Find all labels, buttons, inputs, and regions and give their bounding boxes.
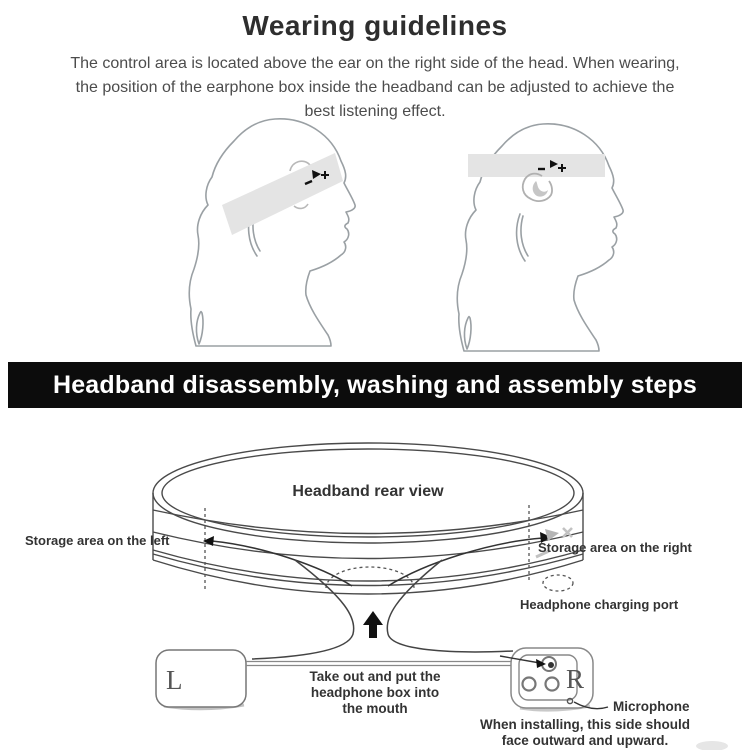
section-banner-text: Headband disassembly, washing and assembly steps	[52, 370, 698, 399]
storage-right-label: Storage area on the right	[538, 540, 692, 555]
diagram-title: Headband rear view	[292, 483, 444, 500]
left-letter: L	[166, 665, 183, 695]
page-title: Wearing guidelines	[242, 10, 508, 41]
headband-tilted	[222, 153, 343, 235]
hair-tip	[196, 312, 203, 345]
smudge	[696, 741, 728, 750]
headband-cylinder	[153, 443, 583, 594]
head-figure-horizontal-band	[428, 118, 660, 360]
connecting-strap	[246, 662, 512, 666]
right-earphone-box	[500, 648, 593, 710]
description-line-3: best listening effect.	[304, 103, 446, 120]
svg-text:headphone box into: headphone box into	[310, 685, 440, 700]
svg-text:Take out and put the: Take out and put the	[309, 669, 441, 684]
hair-tip	[464, 317, 471, 350]
microphone-label: Microphone	[613, 699, 690, 714]
head-figure-tilted-band	[160, 113, 390, 360]
svg-text:the mouth: the mouth	[342, 701, 408, 716]
ear-inner	[533, 181, 548, 197]
hair-wisp	[517, 214, 528, 261]
svg-text:face outward and upward.: face outward and upward.	[501, 733, 669, 748]
take-out-note	[310, 669, 441, 716]
description-line-1: The control area is located above the ear on the right side of the head. When wearing,	[70, 55, 680, 72]
funnel-curves	[252, 560, 513, 659]
charging-pin-top-dot	[548, 662, 554, 668]
left-earphone-box	[156, 650, 246, 709]
right-letter: R	[566, 664, 585, 694]
storage-arrows	[212, 538, 543, 586]
ear-bottom-arc	[294, 204, 308, 208]
description-line-2: the position of the earphone box inside the headband can be adjusted to achieve the	[75, 79, 675, 96]
headband-diagram	[0, 420, 750, 750]
install-note	[480, 717, 690, 748]
charging-port-label: Headphone charging port	[520, 597, 679, 612]
section-banner	[8, 362, 742, 408]
storage-left-label: Storage area on the left	[25, 533, 170, 548]
up-arrow-icon	[363, 611, 383, 638]
ear	[523, 174, 552, 201]
svg-text:When installing, this side sho: When installing, this side should	[479, 717, 691, 732]
head-silhouette	[189, 119, 355, 346]
charging-port-circle	[543, 575, 573, 591]
